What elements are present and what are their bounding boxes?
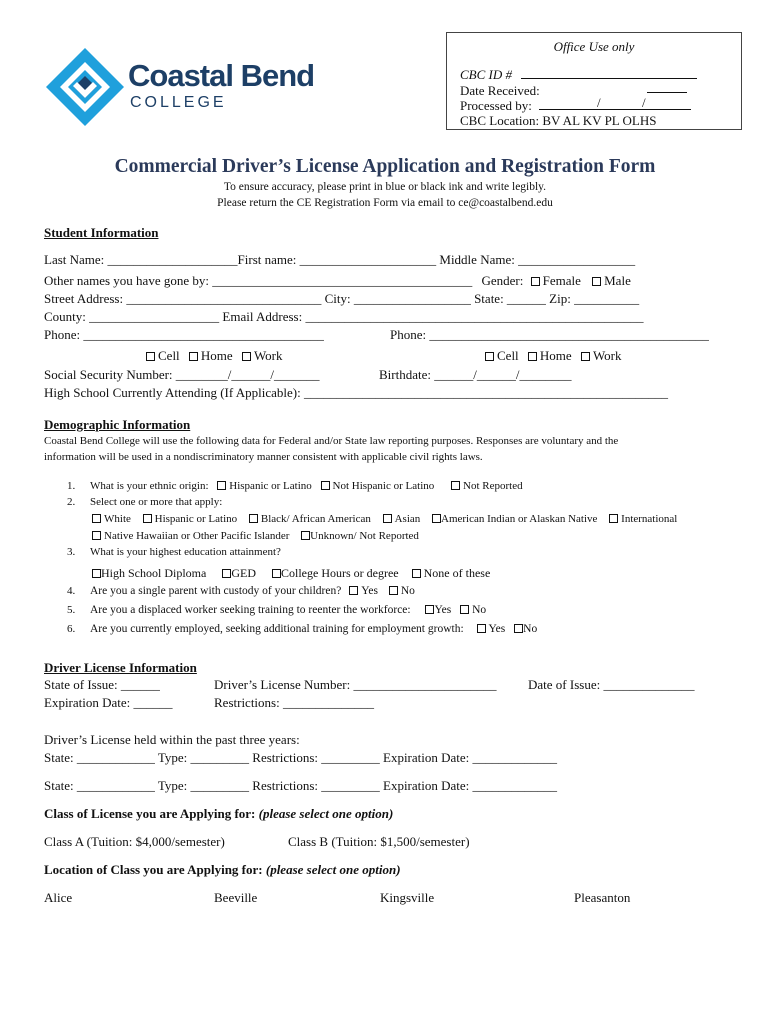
cell-checkbox[interactable] (146, 352, 155, 361)
work-label: Work (592, 348, 622, 363)
no-label: No (400, 585, 415, 597)
native-hawaiian-checkbox[interactable] (92, 531, 101, 540)
q5-text: Are you a displaced worker seeking training to reenter the workforce: (90, 604, 411, 616)
location-note: (please select one option) (265, 862, 401, 877)
logo-brand-text: Coastal Bend (128, 58, 315, 93)
instructions-line-2: Please return the CE Registration Form via email to ce@coastalbend.edu (217, 197, 553, 209)
q2-option: International (621, 513, 678, 525)
q1-option: Not Reported (463, 480, 523, 492)
female-label: Female (542, 273, 581, 288)
q5-no-checkbox[interactable] (460, 605, 469, 614)
male-checkbox[interactable] (592, 277, 601, 286)
high-school-field[interactable]: High School Currently Attending (If Applicable): ________________________________________________________ (44, 385, 668, 400)
q2-text: Select one or more that apply: (90, 496, 223, 508)
date-received-label: Date Received: (460, 83, 540, 98)
q2-option: White (104, 513, 131, 525)
name-row[interactable]: Last Name: ____________________First name: _____________________ Middle Name: __________________ (44, 252, 636, 267)
q3-option: GED (231, 566, 256, 580)
q2-option: Black/ African American (260, 513, 371, 525)
location-alice[interactable]: Alice (44, 890, 73, 905)
cbc-id-label: CBC ID # (460, 67, 512, 82)
phone-2-type (485, 348, 622, 364)
male-label: Male (604, 273, 631, 288)
class-a-option[interactable]: Class A (Tuition: $4,000/semester) (44, 834, 225, 849)
license-history-label: Driver’s License held within the past three years: (44, 732, 300, 747)
form-title: Commercial Driver’s License Application and Registration Form (114, 156, 656, 177)
female-checkbox[interactable] (531, 277, 540, 286)
instructions-line-1: To ensure accuracy, please print in blue or black ink and write legibly. (223, 181, 547, 193)
q1-text: What is your ethnic origin: (90, 480, 209, 492)
hispanic-checkbox[interactable] (217, 481, 226, 490)
county-email-row[interactable]: County: ____________________ Email Address: ____________________________________________________ (44, 309, 644, 324)
expiration-field[interactable]: Expiration Date: ______ (44, 695, 173, 710)
class-heading (44, 806, 393, 822)
q5-number: 5. (67, 604, 76, 616)
ged-checkbox[interactable] (222, 569, 231, 578)
home-checkbox[interactable] (189, 352, 198, 361)
q1-number: 1. (67, 480, 76, 492)
q6-no-checkbox[interactable] (514, 624, 523, 633)
license-title: Driver License Information (44, 660, 197, 675)
cbc-location: CBC Location: BV AL KV PL OLHS (460, 113, 657, 128)
white-checkbox[interactable] (92, 514, 101, 523)
q1-option: Not Hispanic or Latino (332, 480, 435, 492)
phone-2-field[interactable]: Phone: ___________________________________________ (390, 327, 709, 342)
q4-text: Are you a single parent with custody of your children? (90, 585, 342, 597)
not-hispanic-checkbox[interactable] (321, 481, 330, 490)
processed-by-field[interactable] (539, 108, 691, 110)
gender-label: Gender: (481, 273, 524, 288)
other-names-field[interactable]: Other names you have gone by: ________________________________________ (44, 273, 473, 288)
home-label: Home (539, 348, 572, 363)
work-checkbox[interactable] (242, 352, 251, 361)
q3-number: 3. (67, 546, 76, 558)
hs-diploma-checkbox[interactable] (92, 569, 101, 578)
home-checkbox[interactable] (528, 352, 537, 361)
q2-option: Native Hawaiian or Other Pacific Islander (104, 530, 290, 542)
asian-checkbox[interactable] (383, 514, 392, 523)
no-label: No (472, 604, 487, 616)
q1-option: Hispanic or Latino (229, 480, 312, 492)
q2-option: American Indian or Alaskan Native (441, 513, 598, 525)
q4-row (90, 585, 415, 597)
diamond-logo-icon (44, 46, 126, 128)
class-title: Class of License you are Applying for: (44, 806, 256, 821)
dl-number-field[interactable]: Driver’s License Number: ______________________ (214, 677, 497, 692)
home-label: Home (200, 348, 233, 363)
ssn-field[interactable]: Social Security Number: ________/______/_______ (44, 367, 320, 382)
american-indian-checkbox[interactable] (432, 514, 441, 523)
q5-row (90, 604, 486, 616)
student-info-title: Student Information (44, 225, 159, 240)
unknown-checkbox[interactable] (301, 531, 310, 540)
processed-by-row (460, 98, 691, 114)
birthdate-field[interactable]: Birthdate: ______/______/________ (379, 367, 572, 382)
cell-checkbox[interactable] (485, 352, 494, 361)
q6-text: Are you currently employed, seeking additional training for employment growth: (90, 623, 464, 635)
q4-yes-checkbox[interactable] (349, 586, 358, 595)
location-pleasanton[interactable]: Pleasanton (574, 890, 631, 905)
demographic-intro-2: information will be used in a nondiscriminatory manner consistent with applicable civil rights laws. (44, 451, 483, 463)
office-use-title: Office Use only (553, 39, 635, 54)
location-heading (44, 862, 401, 878)
cbc-id-row (460, 67, 697, 83)
date-of-issue-field[interactable]: Date of Issue: ______________ (528, 677, 695, 692)
q2-options-row-1 (92, 513, 677, 525)
state-of-issue-field[interactable]: State of Issue: ______ (44, 677, 160, 692)
q2-option: Asian (394, 513, 421, 525)
work-checkbox[interactable] (581, 352, 590, 361)
q3-option: None of these (423, 566, 491, 580)
q3-text: What is your highest education attainment? (90, 546, 281, 558)
q4-number: 4. (67, 585, 76, 597)
q4-no-checkbox[interactable] (389, 586, 398, 595)
yes-label: Yes (361, 585, 378, 597)
q6-number: 6. (67, 623, 76, 635)
hispanic-latino-checkbox[interactable] (143, 514, 152, 523)
yes-label: Yes (488, 623, 506, 635)
not-reported-checkbox[interactable] (451, 481, 460, 490)
q6-row (90, 623, 537, 635)
q3-option: College Hours or degree (281, 566, 399, 580)
location-kingsville[interactable]: Kingsville (380, 890, 435, 905)
date-slash: / (642, 95, 646, 110)
phone-1-field[interactable]: Phone: _____________________________________ (44, 327, 324, 342)
q2-option: Unknown/ Not Reported (310, 530, 419, 542)
restrictions-field[interactable]: Restrictions: ______________ (214, 695, 374, 710)
location-title: Location of Class you are Applying for: (44, 862, 263, 877)
q2-options-row-2 (92, 530, 419, 542)
black-checkbox[interactable] (249, 514, 258, 523)
logo-college-text: COLLEGE (130, 94, 227, 111)
date-year-rule (647, 91, 687, 93)
class-note: (please select one option) (258, 806, 394, 821)
yes-label: Yes (434, 604, 452, 616)
class-b-option[interactable]: Class B (Tuition: $1,500/semester) (288, 834, 470, 849)
address-row[interactable]: Street Address: ______________________________ City: __________________ State: ______ Zip: __________ (44, 291, 640, 306)
q6-yes-checkbox[interactable] (477, 624, 486, 633)
demographic-intro-1: Coastal Bend College will use the following data for Federal and/or State law reporting purposes. Responses are voluntary and the (44, 435, 619, 447)
q2-number: 2. (67, 496, 76, 508)
cell-label: Cell (497, 348, 519, 363)
license-history-row-1[interactable]: State: ____________ Type: _________ Restrictions: _________ Expiration Date: _____________ (44, 750, 558, 765)
q3-option: High School Diploma (101, 566, 207, 580)
q3-options (92, 566, 490, 581)
q1-row (90, 480, 523, 492)
cbc-id-field[interactable] (521, 77, 697, 79)
other-names-row (44, 273, 631, 289)
office-use-box (446, 32, 742, 130)
license-history-row-2[interactable]: State: ____________ Type: _________ Restrictions: _________ Expiration Date: _____________ (44, 778, 558, 793)
college-logo (44, 46, 324, 128)
work-label: Work (253, 348, 283, 363)
international-checkbox[interactable] (609, 514, 618, 523)
no-label: No (523, 623, 538, 635)
location-beeville[interactable]: Beeville (214, 890, 258, 905)
q2-option: Hispanic or Latino (154, 513, 238, 525)
demographic-title: Demographic Information (44, 417, 191, 432)
processed-by-label: Processed by: (460, 98, 532, 113)
phone-1-type (146, 348, 283, 364)
college-hours-checkbox[interactable] (272, 569, 281, 578)
cell-label: Cell (158, 348, 180, 363)
none-checkbox[interactable] (412, 569, 421, 578)
date-slash: / (597, 95, 601, 110)
